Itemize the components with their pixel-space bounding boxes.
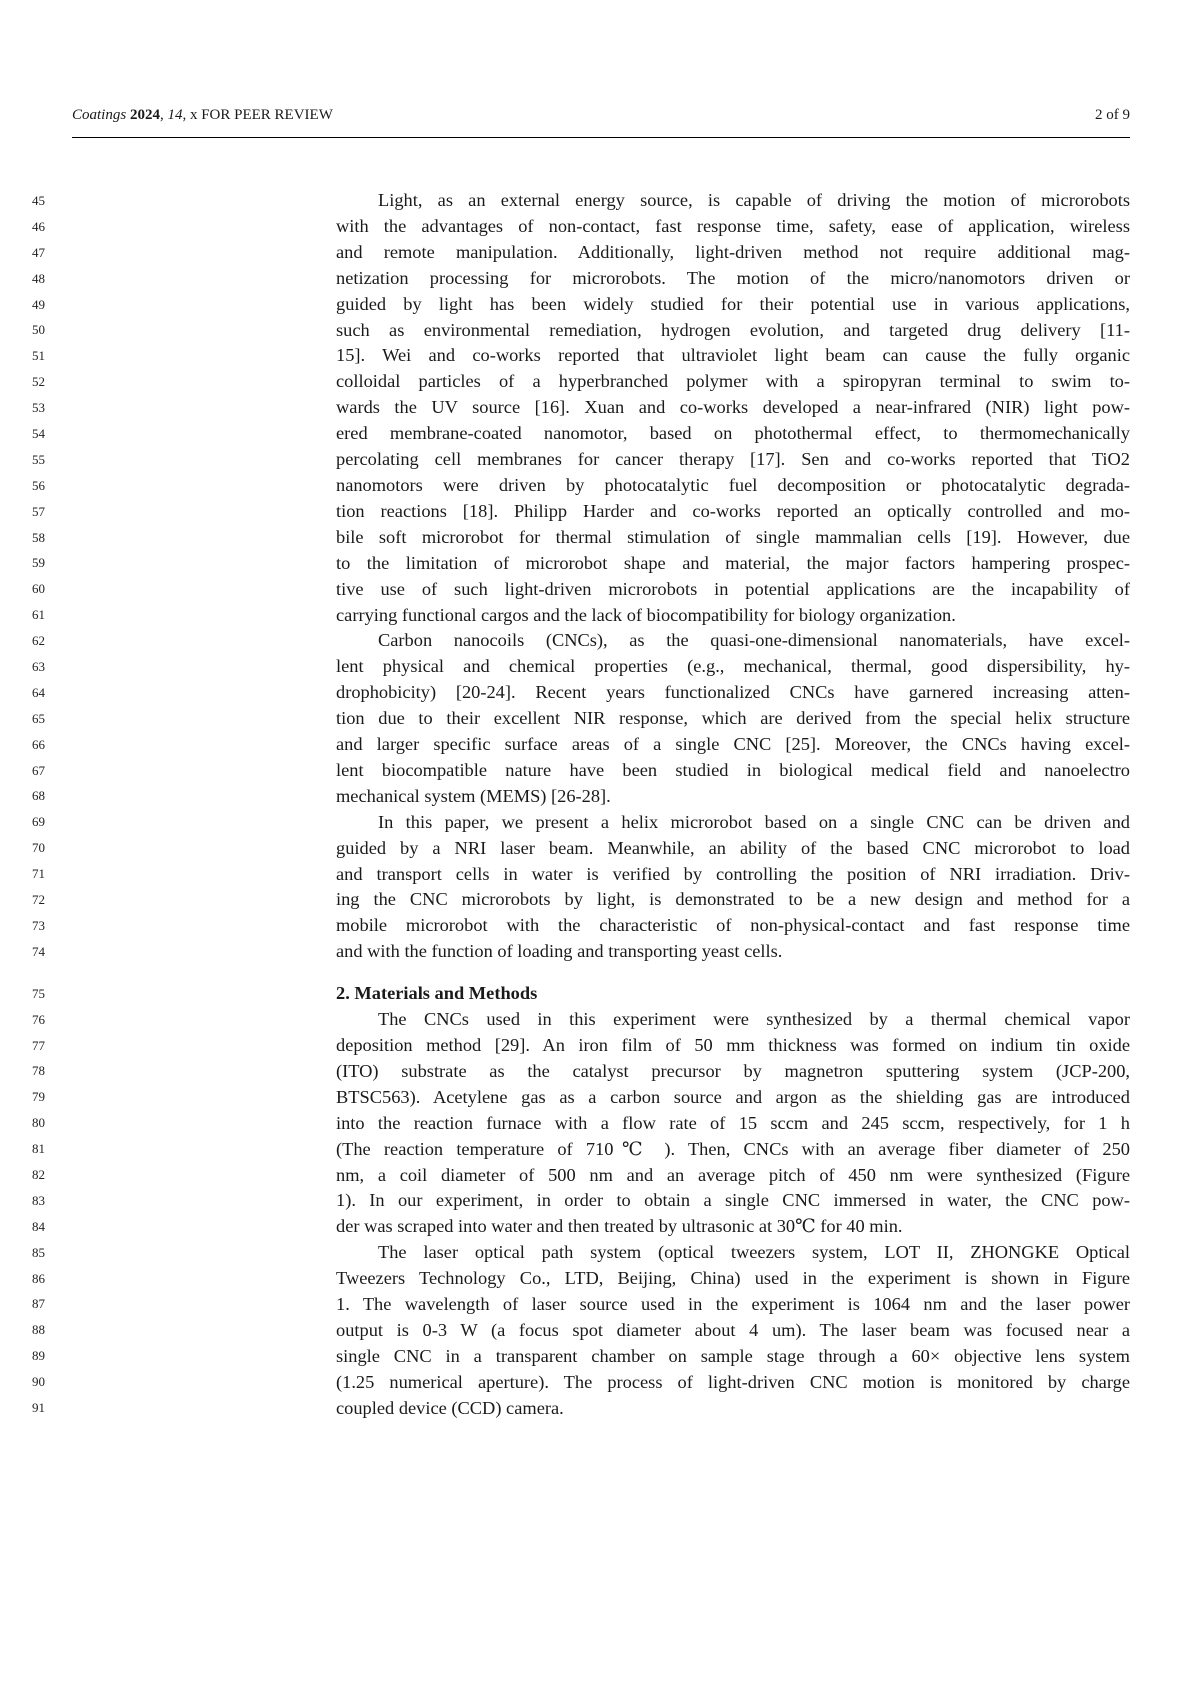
line-number: 80 (32, 1115, 45, 1131)
line-number: 70 (32, 840, 45, 856)
line-number: 85 (32, 1244, 45, 1260)
line-number: 45 (32, 193, 45, 208)
line-numbers-block-c (0, 1007, 45, 1421)
text-line: carrying functional cargos and the lack of biocompatibility for biology organization. (336, 604, 956, 625)
line-number: 90 (32, 1374, 45, 1390)
text-line: colloidal particles of a hyperbranched polymer with a spiropyran terminal to swim to- (336, 371, 1130, 392)
line-number: 83 (32, 1192, 45, 1208)
text-line: deposition method [29]. An iron film of 50 mm thickness was formed on indium tin oxide (336, 1035, 1130, 1055)
text-line: Light, as an external energy source, is capable of driving the motion of microrobots (378, 190, 1130, 210)
line-number: 69 (32, 814, 45, 830)
text-line: The CNCs used in this experiment were synthesized by a thermal chemical vapor (378, 1009, 1130, 1030)
text-line: wards the UV source [16]. Xuan and co-works developed a near-infrared (NIR) light pow- (336, 397, 1130, 418)
text-line: ered membrane-coated nanomotor, based on photothermal effect, to thermomechanically (336, 423, 1130, 444)
line-number: 77 (32, 1037, 45, 1053)
line-number: 74 (32, 943, 45, 959)
text-line: The laser optical path system (optical tweezers system, LOT II, ZHONGKE Optical (378, 1242, 1130, 1263)
text-line: and remote manipulation. Additionally, light-driven method not require additional mag- (336, 241, 1130, 262)
paragraph-light-driven (336, 188, 1130, 628)
text-line: into the reaction furnace with a flow rate of 15 sccm and 245 sccm, respectively, for 1 h (336, 1112, 1130, 1133)
text-line: Carbon nanocoils (CNCs), as the quasi-one-dimensional nanomaterials, have excel- (378, 630, 1130, 651)
paragraph-carbon-nanocoils (336, 628, 1130, 809)
text-line: Tweezers Technology Co., LTD, Beijing, China) used in the experiment is shown in Figure (336, 1268, 1130, 1289)
line-number: 58 (32, 529, 45, 545)
paragraph-laser-system (336, 1240, 1130, 1421)
text-line: lent biocompatible nature have been studied in biological medical field and nanoelectro (336, 759, 1130, 780)
text-line: output is 0-3 W (a focus spot diameter about 4 um). The laser beam was focused near a (336, 1319, 1130, 1340)
text-line: mobile microrobot with the characteristic of non-physical-contact and fast response time (336, 915, 1130, 936)
line-number: 50 (32, 322, 45, 338)
journal-name: Coatings (72, 107, 127, 123)
journal-volume: 14 (167, 107, 183, 123)
line-numbers (0, 188, 45, 1421)
line-number: 71 (32, 866, 45, 882)
text-line: (1.25 numerical aperture). The process of light-driven CNC motion is monitored by charge (336, 1371, 1130, 1392)
journal-issue: , x (182, 107, 198, 123)
text-line: to the limitation of microrobot shape and material, the major factors hampering prospec- (336, 552, 1130, 573)
line-number: 48 (32, 270, 45, 286)
line-number: 64 (32, 684, 45, 700)
line-number: 89 (32, 1348, 45, 1364)
line-number: 56 (32, 477, 45, 493)
header-divider (72, 137, 1130, 138)
line-number: 63 (32, 659, 45, 675)
line-number: 49 (32, 296, 45, 312)
line-number: 55 (32, 451, 45, 467)
text-line: lent physical and chemical properties (e.g., mechanical, thermal, good dispersibility, hy- (336, 656, 1130, 677)
text-line: nanomotors were driven by photocatalytic fuel decomposition or photocatalytic degrada- (336, 474, 1130, 495)
line-numbers-block-b (0, 981, 45, 1007)
text-line: bile soft microrobot for thermal stimulation of single mammalian cells [19]. However, due (336, 526, 1130, 547)
line-number: 47 (32, 244, 45, 260)
line-number: 60 (32, 581, 45, 597)
line-number: 65 (32, 710, 45, 726)
line-number: 57 (32, 503, 45, 519)
paragraph-cnc-synthesis (336, 1007, 1130, 1240)
line-number: 73 (32, 917, 45, 933)
line-number: 72 (32, 892, 45, 908)
line-number: 46 (32, 218, 45, 234)
section-heading: 2. Materials and Methods (336, 983, 538, 1004)
text-line: tive use of such light-driven microrobots in potential applications are the incapability of (336, 578, 1130, 599)
text-line: and transport cells in water is verified by controlling the position of NRI irradiation. Driv- (336, 863, 1130, 884)
text-line: BTSC563). Acetylene gas as a carbon source and argon as the shielding gas are introduced (336, 1086, 1130, 1107)
line-number: 61 (32, 607, 45, 623)
text-line: tion due to their excellent NIR response, which are derived from the special helix structure (336, 708, 1130, 729)
text-line: nm, a coil diameter of 500 nm and an average pitch of 450 nm were synthesized (Figure (336, 1164, 1130, 1185)
body-text (336, 188, 1130, 1422)
text-line: (The reaction temperature of 710℃ ). Then, CNCs with an average fiber diameter of 250 (336, 1138, 1130, 1159)
text-line: and with the function of loading and transporting yeast cells. (336, 941, 783, 962)
text-line: and larger specific surface areas of a single CNC [25]. Moreover, the CNCs having excel- (336, 734, 1130, 755)
line-number: 53 (32, 400, 45, 416)
review-status: FOR PEER REVIEW (197, 107, 333, 123)
text-line: (ITO) substrate as the catalyst precursor by magnetron sputtering system (JCP-200, (336, 1060, 1130, 1081)
line-number: 82 (32, 1166, 45, 1182)
text-line: with the advantages of non-contact, fast response time, safety, ease of application, wireless (336, 215, 1130, 236)
running-header (72, 104, 1130, 126)
text-line: mechanical system (MEMS) [26-28]. (336, 785, 611, 806)
text-line: drophobicity) [20-24]. Recent years functionalized CNCs have garnered increasing atten- (336, 682, 1130, 703)
line-number: 76 (32, 1011, 45, 1027)
text-line: such as environmental remediation, hydrogen evolution, and targeted drug delivery [11- (336, 319, 1130, 340)
paragraph-this-paper (336, 810, 1130, 965)
page-number: 2 of 9 (1095, 107, 1130, 123)
text-line: In this paper, we present a helix microrobot based on a single CNC can be driven and (378, 811, 1130, 832)
line-number: 68 (32, 788, 45, 804)
line-number: 54 (32, 426, 45, 442)
line-number: 78 (32, 1063, 45, 1079)
line-number: 75 (32, 985, 45, 1001)
text-line: coupled device (CCD) camera. (336, 1397, 564, 1418)
text-line: netization processing for microrobots. The motion of the micro/nanomotors driven or (336, 267, 1130, 288)
text-line: 1). In our experiment, in order to obtain a single CNC immersed in water, the CNC pow- (336, 1190, 1130, 1211)
line-number: 84 (32, 1218, 45, 1234)
line-number: 88 (32, 1322, 45, 1338)
journal-year: 2024 (129, 107, 160, 123)
line-numbers-block-a (0, 188, 45, 965)
line-number: 52 (32, 374, 45, 390)
line-number: 66 (32, 736, 45, 752)
journal-citation: Coatings 2024, 14, x FOR PEER REVIEW (72, 107, 333, 123)
text-line: percolating cell membranes for cancer therapy [17]. Sen and co-works reported that TiO2 (336, 449, 1130, 470)
line-number: 87 (32, 1296, 45, 1312)
line-number: 67 (32, 762, 45, 778)
line-number: 81 (32, 1141, 45, 1157)
line-number: 86 (32, 1270, 45, 1286)
text-line: ing the CNC microrobots by light, is demonstrated to be a new design and method for a (336, 889, 1130, 910)
text-line: 1. The wavelength of laser source used in the experiment is 1064 nm and the laser power (336, 1294, 1130, 1315)
line-number: 79 (32, 1089, 45, 1105)
text-line: tion reactions [18]. Philipp Harder and co-works reported an optically controlled and mo- (336, 500, 1130, 521)
text-line: guided by a NRI laser beam. Meanwhile, an ability of the based CNC microrobot to load (336, 837, 1130, 858)
text-line: single CNC in a transparent chamber on sample stage through a 60× objective lens system (336, 1345, 1130, 1366)
text-line: 15]. Wei and co-works reported that ultraviolet light beam can cause the fully organic (336, 345, 1130, 366)
line-number: 91 (32, 1399, 45, 1415)
text-line: der was scraped into water and then treated by ultrasonic at 30℃ for 40 min. (336, 1216, 903, 1237)
line-number: 51 (32, 348, 45, 364)
line-number: 59 (32, 555, 45, 571)
line-numbers-gap (0, 965, 45, 981)
text-line: guided by light has been widely studied for their potential use in various applications, (336, 293, 1130, 314)
line-number: 62 (32, 633, 45, 649)
